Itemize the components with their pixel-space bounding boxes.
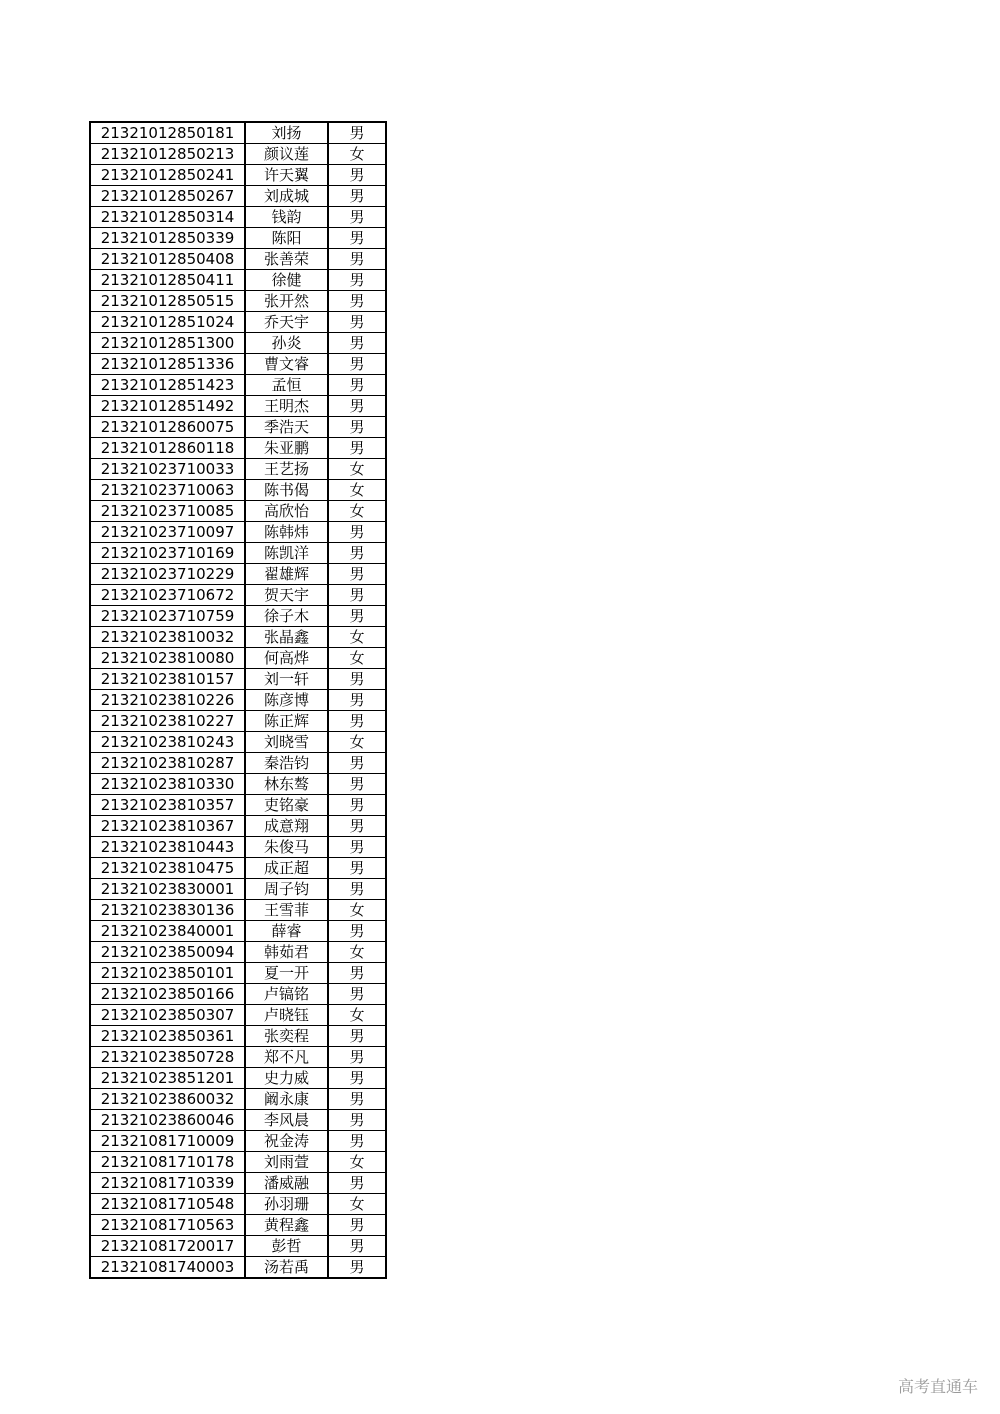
- student-gender-cell: 男: [328, 879, 386, 900]
- student-name-cell: 刘晓雪: [245, 732, 328, 753]
- student-gender-cell: 女: [328, 1194, 386, 1215]
- student-gender-cell: 男: [328, 186, 386, 207]
- student-name-cell: 徐子木: [245, 606, 328, 627]
- student-id-cell: 21321012850241: [90, 165, 245, 186]
- student-id-cell: 21321023860032: [90, 1089, 245, 1110]
- student-id-cell: 21321023830136: [90, 900, 245, 921]
- student-id-cell: 21321023710063: [90, 480, 245, 501]
- student-name-cell: 朱俊马: [245, 837, 328, 858]
- student-gender-cell: 男: [328, 1068, 386, 1089]
- student-gender-cell: 男: [328, 270, 386, 291]
- student-name-cell: 张奕程: [245, 1026, 328, 1047]
- student-gender-cell: 男: [328, 858, 386, 879]
- table-row: [90, 669, 386, 690]
- table-row: [90, 354, 386, 375]
- student-name-cell: 孙炎: [245, 333, 328, 354]
- student-gender-cell: 男: [328, 396, 386, 417]
- student-name-cell: 黄程鑫: [245, 1215, 328, 1236]
- table-row: [90, 984, 386, 1005]
- student-id-cell: 21321023710229: [90, 564, 245, 585]
- table-row: [90, 753, 386, 774]
- student-name-cell: 成正超: [245, 858, 328, 879]
- student-id-cell: 21321023850361: [90, 1026, 245, 1047]
- student-name-cell: 秦浩钧: [245, 753, 328, 774]
- student-id-cell: 21321012850408: [90, 249, 245, 270]
- table-row: [90, 1194, 386, 1215]
- table-row: [90, 249, 386, 270]
- student-name-cell: 翟雄辉: [245, 564, 328, 585]
- table-row: [90, 858, 386, 879]
- student-gender-cell: 女: [328, 627, 386, 648]
- table-row: [90, 1047, 386, 1068]
- student-id-cell: 21321081740003: [90, 1257, 245, 1279]
- roster-body: [90, 122, 386, 1278]
- student-gender-cell: 男: [328, 438, 386, 459]
- student-name-cell: 周子钧: [245, 879, 328, 900]
- student-gender-cell: 女: [328, 900, 386, 921]
- student-gender-cell: 男: [328, 816, 386, 837]
- student-name-cell: 刘成城: [245, 186, 328, 207]
- student-id-cell: 21321081710339: [90, 1173, 245, 1194]
- student-id-cell: 21321012850411: [90, 270, 245, 291]
- table-row: [90, 417, 386, 438]
- table-row: [90, 459, 386, 480]
- student-gender-cell: 男: [328, 312, 386, 333]
- student-gender-cell: 女: [328, 501, 386, 522]
- table-row: [90, 711, 386, 732]
- student-name-cell: 许天翼: [245, 165, 328, 186]
- student-id-cell: 21321023810287: [90, 753, 245, 774]
- student-name-cell: 成意翔: [245, 816, 328, 837]
- student-name-cell: 陈书偈: [245, 480, 328, 501]
- table-row: [90, 228, 386, 249]
- student-id-cell: 21321012851423: [90, 375, 245, 396]
- student-gender-cell: 男: [328, 522, 386, 543]
- student-gender-cell: 男: [328, 291, 386, 312]
- watermark-text: 高考直通车: [897, 1377, 978, 1396]
- student-id-cell: 21321023850166: [90, 984, 245, 1005]
- student-id-cell: 21321023710097: [90, 522, 245, 543]
- student-name-cell: 阚永康: [245, 1089, 328, 1110]
- student-gender-cell: 男: [328, 795, 386, 816]
- table-row: [90, 207, 386, 228]
- student-name-cell: 王艺扬: [245, 459, 328, 480]
- table-row: [90, 144, 386, 165]
- student-name-cell: 潘威融: [245, 1173, 328, 1194]
- student-gender-cell: 男: [328, 165, 386, 186]
- student-name-cell: 何高烨: [245, 648, 328, 669]
- student-id-cell: 21321012850267: [90, 186, 245, 207]
- table-row: [90, 690, 386, 711]
- student-name-cell: 张善荣: [245, 249, 328, 270]
- student-id-cell: 21321012850314: [90, 207, 245, 228]
- student-gender-cell: 男: [328, 122, 386, 144]
- student-name-cell: 乔天宇: [245, 312, 328, 333]
- student-name-cell: 颜议莲: [245, 144, 328, 165]
- table-row: [90, 879, 386, 900]
- student-id-cell: 21321023850101: [90, 963, 245, 984]
- student-gender-cell: 男: [328, 228, 386, 249]
- student-gender-cell: 男: [328, 333, 386, 354]
- table-row: [90, 312, 386, 333]
- student-name-cell: 张晶鑫: [245, 627, 328, 648]
- student-name-cell: 季浩天: [245, 417, 328, 438]
- table-row: [90, 122, 386, 144]
- student-id-cell: 21321023851201: [90, 1068, 245, 1089]
- student-name-cell: 孙羽珊: [245, 1194, 328, 1215]
- student-id-cell: 21321081710009: [90, 1131, 245, 1152]
- table-row: [90, 627, 386, 648]
- student-id-cell: 21321081710178: [90, 1152, 245, 1173]
- table-row: [90, 1005, 386, 1026]
- student-gender-cell: 男: [328, 1026, 386, 1047]
- student-gender-cell: 男: [328, 375, 386, 396]
- student-name-cell: 贺天宇: [245, 585, 328, 606]
- student-id-cell: 21321023810226: [90, 690, 245, 711]
- student-gender-cell: 男: [328, 1110, 386, 1131]
- student-name-cell: 韩茹君: [245, 942, 328, 963]
- table-row: [90, 795, 386, 816]
- table-row: [90, 1068, 386, 1089]
- student-id-cell: 21321023850307: [90, 1005, 245, 1026]
- student-gender-cell: 女: [328, 144, 386, 165]
- student-gender-cell: 男: [328, 1089, 386, 1110]
- student-id-cell: 21321023860046: [90, 1110, 245, 1131]
- student-gender-cell: 男: [328, 1257, 386, 1279]
- student-id-cell: 21321012851492: [90, 396, 245, 417]
- student-gender-cell: 男: [328, 921, 386, 942]
- student-gender-cell: 女: [328, 459, 386, 480]
- student-name-cell: 钱韵: [245, 207, 328, 228]
- table-row: [90, 1131, 386, 1152]
- student-gender-cell: 男: [328, 249, 386, 270]
- table-row: [90, 1110, 386, 1131]
- table-row: [90, 1173, 386, 1194]
- student-gender-cell: 男: [328, 1047, 386, 1068]
- student-name-cell: 刘一轩: [245, 669, 328, 690]
- student-id-cell: 21321012860118: [90, 438, 245, 459]
- student-id-cell: 21321023710085: [90, 501, 245, 522]
- student-gender-cell: 男: [328, 543, 386, 564]
- table-row: [90, 564, 386, 585]
- student-id-cell: 21321081710548: [90, 1194, 245, 1215]
- student-gender-cell: 男: [328, 585, 386, 606]
- student-gender-cell: 女: [328, 648, 386, 669]
- table-row: [90, 1236, 386, 1257]
- student-name-cell: 陈凯洋: [245, 543, 328, 564]
- student-name-cell: 夏一开: [245, 963, 328, 984]
- student-id-cell: 21321023810032: [90, 627, 245, 648]
- student-name-cell: 刘雨萱: [245, 1152, 328, 1173]
- student-id-cell: 21321023810357: [90, 795, 245, 816]
- student-name-cell: 汤若禹: [245, 1257, 328, 1279]
- student-gender-cell: 女: [328, 1005, 386, 1026]
- table-row: [90, 837, 386, 858]
- student-gender-cell: 男: [328, 207, 386, 228]
- student-gender-cell: 男: [328, 774, 386, 795]
- student-name-cell: 陈彦博: [245, 690, 328, 711]
- student-id-cell: 21321012851300: [90, 333, 245, 354]
- student-name-cell: 林东骜: [245, 774, 328, 795]
- student-id-cell: 21321023810080: [90, 648, 245, 669]
- student-gender-cell: 女: [328, 732, 386, 753]
- student-gender-cell: 女: [328, 1152, 386, 1173]
- student-id-cell: 21321023710169: [90, 543, 245, 564]
- student-name-cell: 张开然: [245, 291, 328, 312]
- student-name-cell: 李风晨: [245, 1110, 328, 1131]
- student-gender-cell: 男: [328, 837, 386, 858]
- table-row: [90, 1026, 386, 1047]
- student-id-cell: 21321081720017: [90, 1236, 245, 1257]
- student-id-cell: 21321023810367: [90, 816, 245, 837]
- student-name-cell: 陈正辉: [245, 711, 328, 732]
- student-gender-cell: 男: [328, 669, 386, 690]
- student-name-cell: 史力威: [245, 1068, 328, 1089]
- student-id-cell: 21321023710672: [90, 585, 245, 606]
- student-id-cell: 21321012851336: [90, 354, 245, 375]
- table-row: [90, 816, 386, 837]
- table-row: [90, 774, 386, 795]
- table-row: [90, 1257, 386, 1279]
- table-row: [90, 1089, 386, 1110]
- table-row: [90, 375, 386, 396]
- student-name-cell: 吏铭豪: [245, 795, 328, 816]
- student-gender-cell: 男: [328, 1236, 386, 1257]
- table-row: [90, 396, 386, 417]
- student-gender-cell: 男: [328, 753, 386, 774]
- student-id-cell: 21321023850094: [90, 942, 245, 963]
- student-id-cell: 21321012850515: [90, 291, 245, 312]
- student-gender-cell: 男: [328, 690, 386, 711]
- student-id-cell: 21321012851024: [90, 312, 245, 333]
- student-id-cell: 21321023850728: [90, 1047, 245, 1068]
- student-gender-cell: 男: [328, 963, 386, 984]
- table-row: [90, 480, 386, 501]
- student-gender-cell: 男: [328, 564, 386, 585]
- table-row: [90, 270, 386, 291]
- table-row: [90, 501, 386, 522]
- table-row: [90, 606, 386, 627]
- table-row: [90, 942, 386, 963]
- student-name-cell: 高欣怡: [245, 501, 328, 522]
- student-gender-cell: 男: [328, 417, 386, 438]
- student-id-cell: 21321012850339: [90, 228, 245, 249]
- student-gender-cell: 男: [328, 354, 386, 375]
- student-name-cell: 薛睿: [245, 921, 328, 942]
- table-row: [90, 900, 386, 921]
- table-row: [90, 1215, 386, 1236]
- student-id-cell: 21321023710033: [90, 459, 245, 480]
- student-gender-cell: 女: [328, 942, 386, 963]
- student-name-cell: 孟恒: [245, 375, 328, 396]
- table-row: [90, 543, 386, 564]
- student-id-cell: 21321023810157: [90, 669, 245, 690]
- student-name-cell: 王雪菲: [245, 900, 328, 921]
- student-name-cell: 郑不凡: [245, 1047, 328, 1068]
- table-row: [90, 921, 386, 942]
- student-gender-cell: 男: [328, 1215, 386, 1236]
- student-id-cell: 21321012850181: [90, 122, 245, 144]
- table-row: [90, 1152, 386, 1173]
- student-id-cell: 21321023810475: [90, 858, 245, 879]
- student-id-cell: 21321012850213: [90, 144, 245, 165]
- student-name-cell: 彭哲: [245, 1236, 328, 1257]
- student-id-cell: 21321023710759: [90, 606, 245, 627]
- student-id-cell: 21321023810443: [90, 837, 245, 858]
- student-roster-table: [89, 121, 387, 1279]
- student-name-cell: 王明杰: [245, 396, 328, 417]
- table-row: [90, 648, 386, 669]
- table-row: [90, 291, 386, 312]
- student-gender-cell: 男: [328, 606, 386, 627]
- student-name-cell: 朱亚鹏: [245, 438, 328, 459]
- table-row: [90, 963, 386, 984]
- student-id-cell: 21321023840001: [90, 921, 245, 942]
- table-row: [90, 522, 386, 543]
- student-gender-cell: 男: [328, 1173, 386, 1194]
- table-row: [90, 186, 386, 207]
- student-name-cell: 曹文睿: [245, 354, 328, 375]
- student-id-cell: 21321023810227: [90, 711, 245, 732]
- student-name-cell: 刘扬: [245, 122, 328, 144]
- student-gender-cell: 男: [328, 984, 386, 1005]
- table-row: [90, 585, 386, 606]
- student-name-cell: 卢镐铭: [245, 984, 328, 1005]
- student-name-cell: 陈韩炜: [245, 522, 328, 543]
- table-row: [90, 333, 386, 354]
- student-name-cell: 徐健: [245, 270, 328, 291]
- student-gender-cell: 女: [328, 480, 386, 501]
- table-row: [90, 438, 386, 459]
- student-id-cell: 21321081710563: [90, 1215, 245, 1236]
- student-id-cell: 21321023810330: [90, 774, 245, 795]
- student-id-cell: 21321023830001: [90, 879, 245, 900]
- student-gender-cell: 男: [328, 711, 386, 732]
- table-row: [90, 165, 386, 186]
- student-name-cell: 祝金涛: [245, 1131, 328, 1152]
- student-id-cell: 21321012860075: [90, 417, 245, 438]
- table-row: [90, 732, 386, 753]
- student-name-cell: 陈阳: [245, 228, 328, 249]
- student-name-cell: 卢晓钰: [245, 1005, 328, 1026]
- student-gender-cell: 男: [328, 1131, 386, 1152]
- student-id-cell: 21321023810243: [90, 732, 245, 753]
